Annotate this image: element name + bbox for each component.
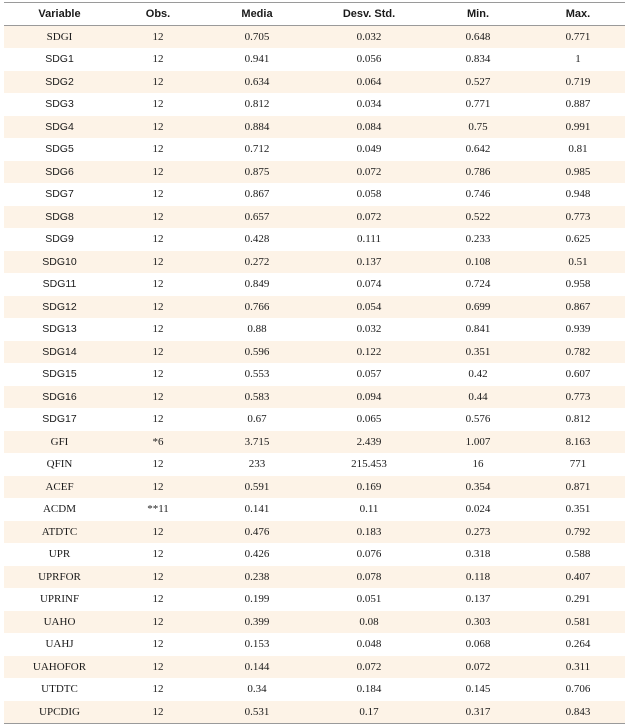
std-dev-cell: 0.034 bbox=[313, 93, 425, 116]
obs-cell: 12 bbox=[115, 318, 201, 341]
obs-cell: 12 bbox=[115, 363, 201, 386]
variable-cell: GFI bbox=[4, 431, 115, 454]
max-cell: 0.812 bbox=[531, 408, 625, 431]
min-cell: 0.746 bbox=[425, 183, 531, 206]
min-cell: 0.317 bbox=[425, 701, 531, 724]
std-dev-cell: 0.057 bbox=[313, 363, 425, 386]
media-cell: 3.715 bbox=[201, 431, 313, 454]
media-cell: 0.426 bbox=[201, 543, 313, 566]
media-cell: 0.867 bbox=[201, 183, 313, 206]
std-dev-cell: 0.032 bbox=[313, 26, 425, 49]
max-cell: 0.351 bbox=[531, 498, 625, 521]
obs-cell: 12 bbox=[115, 678, 201, 701]
variable-cell: UPCDIG bbox=[4, 701, 115, 724]
min-cell: 0.118 bbox=[425, 566, 531, 589]
max-cell: 0.958 bbox=[531, 273, 625, 296]
table-row bbox=[4, 228, 625, 251]
max-cell: 0.51 bbox=[531, 251, 625, 274]
max-cell: 0.773 bbox=[531, 386, 625, 409]
min-cell: 0.44 bbox=[425, 386, 531, 409]
table-row bbox=[4, 453, 625, 476]
obs-cell: 12 bbox=[115, 566, 201, 589]
std-dev-cell: 0.058 bbox=[313, 183, 425, 206]
variable-cell: SDG14 bbox=[4, 341, 115, 364]
std-dev-cell: 0.184 bbox=[313, 678, 425, 701]
media-cell: 0.812 bbox=[201, 93, 313, 116]
obs-cell: *6 bbox=[115, 431, 201, 454]
table-row bbox=[4, 341, 625, 364]
std-dev-cell: 0.094 bbox=[313, 386, 425, 409]
media-cell: 0.428 bbox=[201, 228, 313, 251]
max-cell: 0.407 bbox=[531, 566, 625, 589]
media-cell: 0.67 bbox=[201, 408, 313, 431]
table-row bbox=[4, 588, 625, 611]
variable-cell: SDG8 bbox=[4, 206, 115, 229]
media-cell: 0.849 bbox=[201, 273, 313, 296]
table-row bbox=[4, 183, 625, 206]
max-cell: 771 bbox=[531, 453, 625, 476]
min-cell: 0.771 bbox=[425, 93, 531, 116]
media-cell: 0.634 bbox=[201, 71, 313, 94]
variable-cell: SDG9 bbox=[4, 228, 115, 251]
min-cell: 0.527 bbox=[425, 71, 531, 94]
obs-cell: 12 bbox=[115, 183, 201, 206]
max-cell: 0.581 bbox=[531, 611, 625, 634]
table-row bbox=[4, 273, 625, 296]
obs-cell: 12 bbox=[115, 71, 201, 94]
std-dev-cell: 0.064 bbox=[313, 71, 425, 94]
variable-cell: UAHJ bbox=[4, 633, 115, 656]
table-row bbox=[4, 71, 625, 94]
min-cell: 1.007 bbox=[425, 431, 531, 454]
max-cell: 0.607 bbox=[531, 363, 625, 386]
min-cell: 0.841 bbox=[425, 318, 531, 341]
std-dev-cell: 0.11 bbox=[313, 498, 425, 521]
table-row bbox=[4, 656, 625, 679]
obs-cell: 12 bbox=[115, 386, 201, 409]
header-obs: Obs. bbox=[115, 3, 201, 26]
std-dev-cell: 215.453 bbox=[313, 453, 425, 476]
table-row bbox=[4, 251, 625, 274]
min-cell: 0.351 bbox=[425, 341, 531, 364]
obs-cell: 12 bbox=[115, 228, 201, 251]
table-row bbox=[4, 296, 625, 319]
min-cell: 0.233 bbox=[425, 228, 531, 251]
std-dev-cell: 0.054 bbox=[313, 296, 425, 319]
max-cell: 0.625 bbox=[531, 228, 625, 251]
obs-cell: 12 bbox=[115, 161, 201, 184]
max-cell: 0.706 bbox=[531, 678, 625, 701]
table-row bbox=[4, 476, 625, 499]
obs-cell: 12 bbox=[115, 701, 201, 724]
media-cell: 0.238 bbox=[201, 566, 313, 589]
variable-cell: ACEF bbox=[4, 476, 115, 499]
obs-cell: 12 bbox=[115, 116, 201, 139]
obs-cell: 12 bbox=[115, 656, 201, 679]
min-cell: 0.42 bbox=[425, 363, 531, 386]
min-cell: 0.137 bbox=[425, 588, 531, 611]
min-cell: 0.699 bbox=[425, 296, 531, 319]
table-row bbox=[4, 543, 625, 566]
table-row bbox=[4, 386, 625, 409]
media-cell: 0.884 bbox=[201, 116, 313, 139]
table-row bbox=[4, 431, 625, 454]
media-cell: 0.657 bbox=[201, 206, 313, 229]
obs-cell: 12 bbox=[115, 476, 201, 499]
table-row bbox=[4, 26, 625, 49]
media-cell: 0.531 bbox=[201, 701, 313, 724]
min-cell: 0.724 bbox=[425, 273, 531, 296]
variable-cell: SDGI bbox=[4, 26, 115, 49]
table-row bbox=[4, 363, 625, 386]
variable-cell: SDG4 bbox=[4, 116, 115, 139]
table-row bbox=[4, 678, 625, 701]
obs-cell: 12 bbox=[115, 26, 201, 49]
std-dev-cell: 0.032 bbox=[313, 318, 425, 341]
min-cell: 0.642 bbox=[425, 138, 531, 161]
header-max: Max. bbox=[531, 3, 625, 26]
min-cell: 0.648 bbox=[425, 26, 531, 49]
media-cell: 0.941 bbox=[201, 48, 313, 71]
variable-cell: UPRFOR bbox=[4, 566, 115, 589]
std-dev-cell: 0.051 bbox=[313, 588, 425, 611]
table-row bbox=[4, 633, 625, 656]
table-row bbox=[4, 206, 625, 229]
media-cell: 233 bbox=[201, 453, 313, 476]
obs-cell: 12 bbox=[115, 341, 201, 364]
obs-cell: 12 bbox=[115, 633, 201, 656]
variable-cell: ACDM bbox=[4, 498, 115, 521]
variable-cell: SDG3 bbox=[4, 93, 115, 116]
media-cell: 0.144 bbox=[201, 656, 313, 679]
obs-cell: 12 bbox=[115, 93, 201, 116]
variable-cell: SDG1 bbox=[4, 48, 115, 71]
min-cell: 0.303 bbox=[425, 611, 531, 634]
obs-cell: 12 bbox=[115, 296, 201, 319]
media-cell: 0.199 bbox=[201, 588, 313, 611]
std-dev-cell: 0.183 bbox=[313, 521, 425, 544]
media-cell: 0.875 bbox=[201, 161, 313, 184]
max-cell: 0.773 bbox=[531, 206, 625, 229]
variable-cell: SDG7 bbox=[4, 183, 115, 206]
media-cell: 0.712 bbox=[201, 138, 313, 161]
obs-cell: 12 bbox=[115, 543, 201, 566]
media-cell: 0.88 bbox=[201, 318, 313, 341]
max-cell: 0.867 bbox=[531, 296, 625, 319]
max-cell: 0.991 bbox=[531, 116, 625, 139]
obs-cell: 12 bbox=[115, 251, 201, 274]
obs-cell: 12 bbox=[115, 206, 201, 229]
min-cell: 0.786 bbox=[425, 161, 531, 184]
max-cell: 8.163 bbox=[531, 431, 625, 454]
table-row bbox=[4, 161, 625, 184]
variable-cell: SDG10 bbox=[4, 251, 115, 274]
media-cell: 0.399 bbox=[201, 611, 313, 634]
variable-cell: UPR bbox=[4, 543, 115, 566]
media-cell: 0.141 bbox=[201, 498, 313, 521]
media-cell: 0.476 bbox=[201, 521, 313, 544]
descriptive-statistics-table bbox=[4, 2, 625, 724]
table-row bbox=[4, 408, 625, 431]
std-dev-cell: 0.111 bbox=[313, 228, 425, 251]
variable-cell: SDG12 bbox=[4, 296, 115, 319]
table-row bbox=[4, 138, 625, 161]
media-cell: 0.705 bbox=[201, 26, 313, 49]
std-dev-cell: 0.169 bbox=[313, 476, 425, 499]
header-variable: Variable bbox=[4, 3, 115, 26]
header-media: Media bbox=[201, 3, 313, 26]
std-dev-cell: 0.072 bbox=[313, 161, 425, 184]
table-row bbox=[4, 611, 625, 634]
max-cell: 0.311 bbox=[531, 656, 625, 679]
max-cell: 0.782 bbox=[531, 341, 625, 364]
min-cell: 0.576 bbox=[425, 408, 531, 431]
std-dev-cell: 0.137 bbox=[313, 251, 425, 274]
media-cell: 0.591 bbox=[201, 476, 313, 499]
obs-cell: 12 bbox=[115, 453, 201, 476]
media-cell: 0.153 bbox=[201, 633, 313, 656]
max-cell: 1 bbox=[531, 48, 625, 71]
max-cell: 0.843 bbox=[531, 701, 625, 724]
max-cell: 0.264 bbox=[531, 633, 625, 656]
header-min: Min. bbox=[425, 3, 531, 26]
min-cell: 0.024 bbox=[425, 498, 531, 521]
obs-cell: 12 bbox=[115, 408, 201, 431]
statistics-table-container bbox=[4, 2, 625, 724]
std-dev-cell: 0.065 bbox=[313, 408, 425, 431]
variable-cell: SDG13 bbox=[4, 318, 115, 341]
min-cell: 0.068 bbox=[425, 633, 531, 656]
header-row bbox=[4, 3, 625, 26]
variable-cell: UAHO bbox=[4, 611, 115, 634]
obs-cell: 12 bbox=[115, 588, 201, 611]
table-row bbox=[4, 701, 625, 724]
variable-cell: SDG5 bbox=[4, 138, 115, 161]
table-row bbox=[4, 521, 625, 544]
obs-cell: 12 bbox=[115, 48, 201, 71]
max-cell: 0.291 bbox=[531, 588, 625, 611]
max-cell: 0.588 bbox=[531, 543, 625, 566]
variable-cell: UTDTC bbox=[4, 678, 115, 701]
obs-cell: **11 bbox=[115, 498, 201, 521]
media-cell: 0.272 bbox=[201, 251, 313, 274]
table-row bbox=[4, 48, 625, 71]
std-dev-cell: 0.072 bbox=[313, 206, 425, 229]
std-dev-cell: 2.439 bbox=[313, 431, 425, 454]
max-cell: 0.792 bbox=[531, 521, 625, 544]
obs-cell: 12 bbox=[115, 611, 201, 634]
media-cell: 0.34 bbox=[201, 678, 313, 701]
table-row bbox=[4, 318, 625, 341]
std-dev-cell: 0.08 bbox=[313, 611, 425, 634]
variable-cell: ATDTC bbox=[4, 521, 115, 544]
std-dev-cell: 0.084 bbox=[313, 116, 425, 139]
table-row bbox=[4, 566, 625, 589]
media-cell: 0.766 bbox=[201, 296, 313, 319]
std-dev-cell: 0.048 bbox=[313, 633, 425, 656]
min-cell: 16 bbox=[425, 453, 531, 476]
max-cell: 0.939 bbox=[531, 318, 625, 341]
min-cell: 0.522 bbox=[425, 206, 531, 229]
min-cell: 0.75 bbox=[425, 116, 531, 139]
media-cell: 0.553 bbox=[201, 363, 313, 386]
variable-cell: SDG15 bbox=[4, 363, 115, 386]
variable-cell: SDG11 bbox=[4, 273, 115, 296]
min-cell: 0.273 bbox=[425, 521, 531, 544]
std-dev-cell: 0.122 bbox=[313, 341, 425, 364]
variable-cell: UAHOFOR bbox=[4, 656, 115, 679]
variable-cell: QFIN bbox=[4, 453, 115, 476]
std-dev-cell: 0.078 bbox=[313, 566, 425, 589]
std-dev-cell: 0.17 bbox=[313, 701, 425, 724]
min-cell: 0.318 bbox=[425, 543, 531, 566]
table-row bbox=[4, 498, 625, 521]
header-std-dev: Desv. Std. bbox=[313, 3, 425, 26]
media-cell: 0.583 bbox=[201, 386, 313, 409]
table-row bbox=[4, 116, 625, 139]
media-cell: 0.596 bbox=[201, 341, 313, 364]
max-cell: 0.887 bbox=[531, 93, 625, 116]
obs-cell: 12 bbox=[115, 521, 201, 544]
table-row bbox=[4, 93, 625, 116]
max-cell: 0.948 bbox=[531, 183, 625, 206]
std-dev-cell: 0.072 bbox=[313, 656, 425, 679]
min-cell: 0.354 bbox=[425, 476, 531, 499]
obs-cell: 12 bbox=[115, 273, 201, 296]
variable-cell: SDG17 bbox=[4, 408, 115, 431]
obs-cell: 12 bbox=[115, 138, 201, 161]
std-dev-cell: 0.076 bbox=[313, 543, 425, 566]
max-cell: 0.871 bbox=[531, 476, 625, 499]
std-dev-cell: 0.049 bbox=[313, 138, 425, 161]
min-cell: 0.834 bbox=[425, 48, 531, 71]
min-cell: 0.108 bbox=[425, 251, 531, 274]
min-cell: 0.145 bbox=[425, 678, 531, 701]
max-cell: 0.771 bbox=[531, 26, 625, 49]
max-cell: 0.81 bbox=[531, 138, 625, 161]
variable-cell: SDG6 bbox=[4, 161, 115, 184]
variable-cell: UPRINF bbox=[4, 588, 115, 611]
variable-cell: SDG16 bbox=[4, 386, 115, 409]
min-cell: 0.072 bbox=[425, 656, 531, 679]
max-cell: 0.719 bbox=[531, 71, 625, 94]
std-dev-cell: 0.056 bbox=[313, 48, 425, 71]
table-body bbox=[4, 26, 625, 724]
std-dev-cell: 0.074 bbox=[313, 273, 425, 296]
max-cell: 0.985 bbox=[531, 161, 625, 184]
variable-cell: SDG2 bbox=[4, 71, 115, 94]
